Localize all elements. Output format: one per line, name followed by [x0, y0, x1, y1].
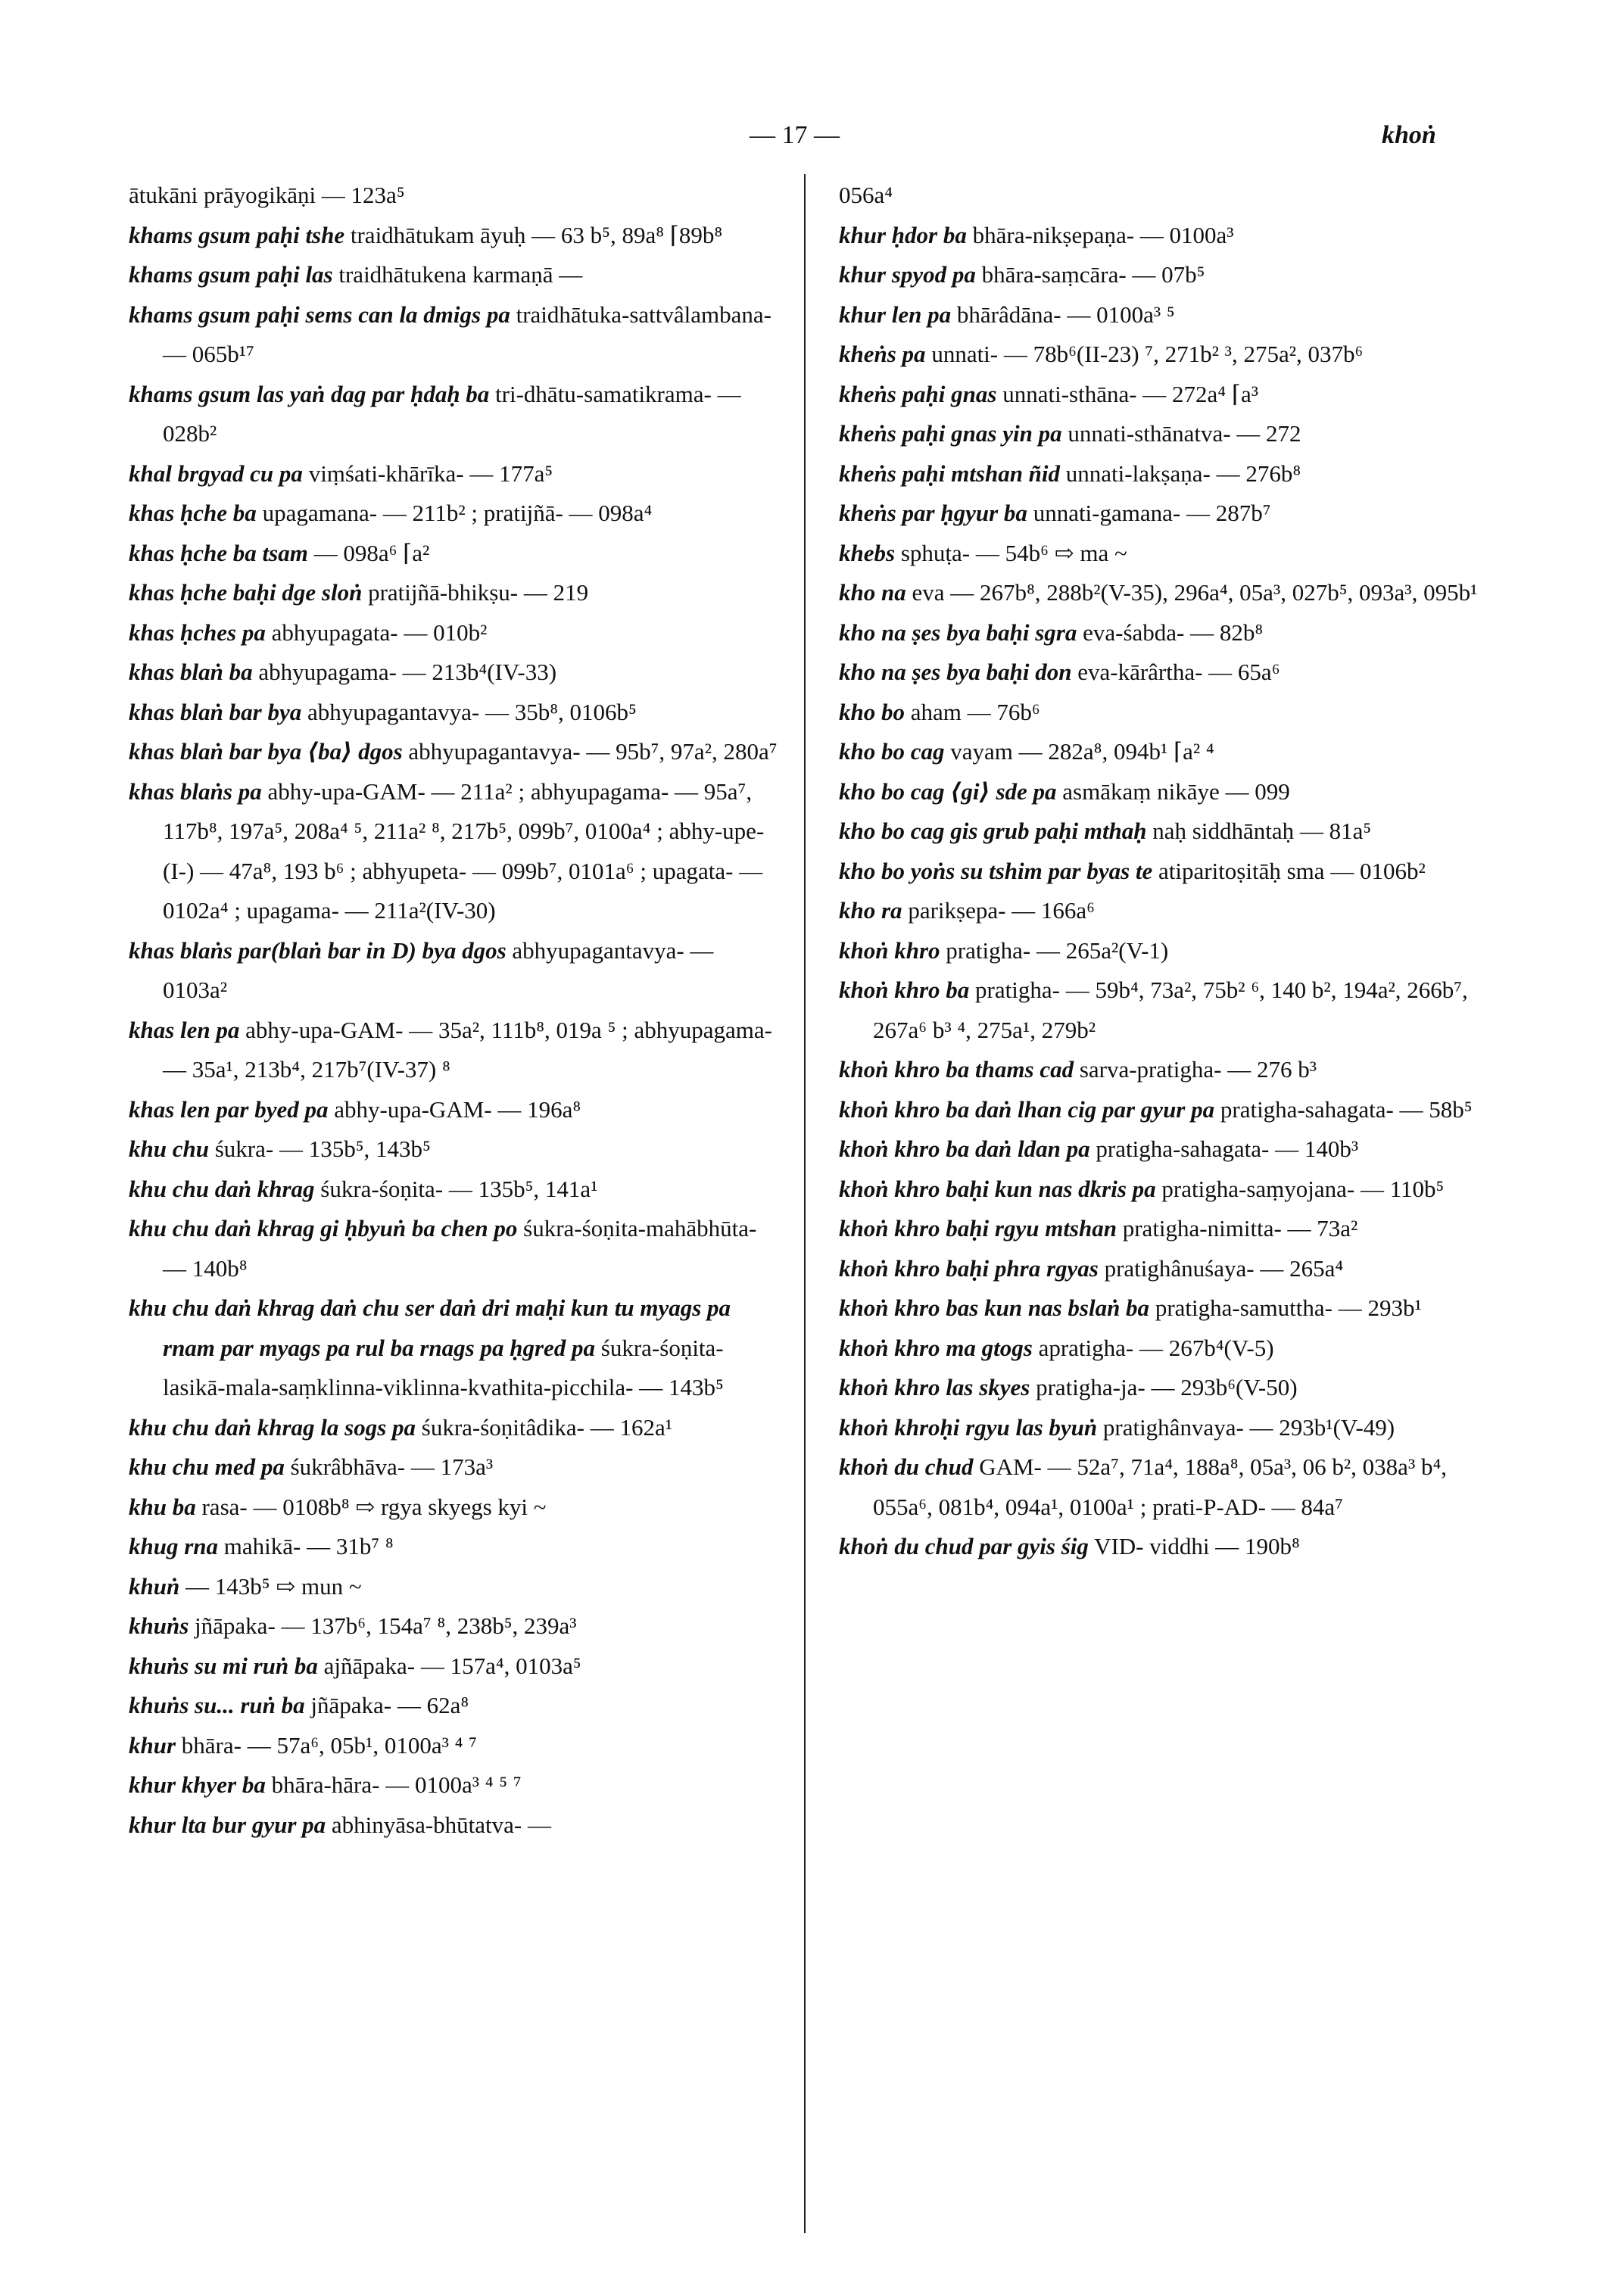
- entry-headword: khal brgyad cu pa: [129, 460, 303, 487]
- entry-headword: kheṅs par ḥgyur ba: [839, 500, 1027, 526]
- entry-headword: kho bo: [839, 698, 905, 725]
- entry-definition: pratigha-ja- — 293b⁶(V-50): [1030, 1374, 1298, 1400]
- entry-headword: khu chu daṅ khrag daṅ chu ser daṅ dri maḥi kun tu myags pa rnam par myags pa rul ba rnags pa ḥgred pa: [129, 1294, 731, 1361]
- entry-definition: traidhātukam āyuḥ — 63 b⁵, 89a⁸ ⌈89b⁸: [344, 221, 723, 248]
- dictionary-entry: [129, 1488, 780, 1528]
- entry-headword: khu chu med pa: [129, 1453, 285, 1480]
- entry-headword: kho na: [839, 579, 906, 606]
- entry-definition: unnati-sthāna- — 272a⁴ ⌈a³: [996, 380, 1259, 407]
- dictionary-entry: [839, 1408, 1490, 1448]
- dictionary-entry: [839, 1129, 1490, 1170]
- entry-definition: mahikā- — 31b⁷ ⁸: [218, 1533, 394, 1559]
- entry-headword: khas blaṅ bar bya ⟨ba⟩ dgos: [129, 738, 403, 765]
- dictionary-entry: [129, 613, 780, 653]
- dictionary-entry: [839, 295, 1490, 335]
- entry-headword: khas blaṅs pa: [129, 777, 262, 805]
- entry-headword: kheṅs paḥi gnas: [839, 380, 997, 407]
- entry-definition: 056a⁴: [839, 182, 893, 208]
- entry-headword: khas blaṅ ba: [129, 659, 253, 685]
- entry-definition: upagamana- — 211b² ; pratijñā- — 098a⁴: [256, 500, 653, 526]
- entry-headword: khoṅ khro las skyes: [839, 1374, 1030, 1400]
- dictionary-entry: [129, 216, 780, 256]
- dictionary-entry: [839, 414, 1490, 454]
- dictionary-entry: [839, 852, 1490, 892]
- left-column: [129, 176, 780, 1845]
- entry-definition: śukrâbhāva- — 173a³: [284, 1453, 494, 1480]
- dictionary-entry: [129, 255, 780, 295]
- entry-definition: abhyupagama- — 213b⁴(IV-33): [252, 659, 557, 685]
- entry-definition: śukra-śoṇitâdika- — 162a¹: [416, 1413, 673, 1441]
- entry-headword: khuṅs su... ruṅ ba: [129, 1692, 305, 1718]
- dictionary-entry: [839, 1447, 1490, 1527]
- entry-definition: bhāra-nikṣepaṇa- — 0100a³: [966, 221, 1234, 248]
- entry-headword: kho bo cag gis grub paḥi mthaḥ: [839, 818, 1147, 844]
- dictionary-entry: [129, 454, 780, 494]
- entry-headword: kho ra: [839, 897, 902, 924]
- dictionary-entry: [839, 1170, 1490, 1210]
- dictionary-entry: [129, 1090, 780, 1130]
- entry-headword: khuṅs: [129, 1612, 189, 1639]
- entry-headword: kheṅs paḥi gnas yin pa: [839, 420, 1062, 447]
- dictionary-entry: [129, 1726, 780, 1766]
- entry-headword: kho bo cag ⟨gi⟩ sde pa: [839, 777, 1057, 805]
- entry-definition: vayam — 282a⁸, 094b¹ ⌈a² ⁴: [944, 738, 1214, 765]
- entry-definition: śukra-śoṇita-lasikā-mala-saṃklinna-viklinna-kvathita-picchila- — 143b⁵: [163, 1334, 724, 1400]
- dictionary-entry: [129, 1288, 780, 1408]
- entry-definition: VID- viddhi — 190b⁸: [1088, 1533, 1300, 1559]
- dictionary-entry: [839, 931, 1490, 971]
- column-divider: [804, 174, 806, 2233]
- entry-definition: unnati-sthānatva- — 272: [1061, 420, 1301, 447]
- entry-definition: viṃśati-khārīka- — 177a⁵: [302, 460, 553, 487]
- entry-definition: abhy-upa-GAM- — 196a⁸: [328, 1095, 581, 1123]
- dictionary-entry: [839, 613, 1490, 653]
- entry-headword: khur spyod pa: [839, 261, 976, 288]
- page-number: — 17 —: [750, 121, 840, 149]
- dictionary-entry: [839, 216, 1490, 256]
- entry-headword: kho na ṣes bya baḥi don: [839, 659, 1072, 685]
- entry-headword: khu ba: [129, 1493, 196, 1520]
- entry-headword: khoṅ khro ba thams cad: [839, 1056, 1074, 1083]
- entry-definition: sarva-pratigha- — 276 b³: [1074, 1056, 1317, 1083]
- entry-headword: khur ḥdor ba: [839, 221, 967, 248]
- dictionary-entry: [839, 693, 1490, 733]
- entry-definition: atiparitoṣitāḥ sma — 0106b²: [1152, 857, 1426, 884]
- entry-headword: khams gsum paḥi las: [129, 261, 333, 288]
- entry-headword: khebs: [839, 539, 896, 566]
- dictionary-entry: [129, 1408, 780, 1448]
- entry-headword: khas ḥche baḥi dge sloṅ: [129, 579, 363, 606]
- entry-definition: eva — 267b⁸, 288b²(V-35), 296a⁴, 05a³, 027b⁵, 093a³, 095b¹: [906, 579, 1478, 606]
- entry-definition: pratijñā-bhikṣu- — 219: [362, 579, 589, 606]
- entry-headword: khams gsum paḥi tshe: [129, 221, 345, 248]
- entry-headword: khoṅ khro ma gtogs: [839, 1334, 1033, 1361]
- entry-definition: pratighânuśaya- — 265a⁴: [1098, 1254, 1344, 1282]
- entry-headword: khuṅ: [129, 1572, 180, 1600]
- dictionary-entry: [129, 772, 780, 931]
- dictionary-entry: [129, 1805, 780, 1846]
- dictionary-entry: [129, 1606, 780, 1647]
- entry-headword: khoṅ du chud par gyis śig: [839, 1533, 1089, 1559]
- entry-definition: abhy-upa-GAM- — 211a² ; abhyupagama- — 95a⁷, 117b⁸, 197a⁵, 208a⁴ ⁵, 211a² ⁸, 217b⁵, 099b⁷, 0100a⁴ ; abhy-upe-(I-) — 47a⁸, 193 b⁶ ; abhyupeta- — 099b⁷, 0101a⁶ ; upagata- — 0102a⁴ ; upagama- — 211a²(IV-30): [163, 777, 765, 924]
- dictionary-entry: [839, 812, 1490, 852]
- entry-headword: khoṅ khroḥi rgyu las byuṅ: [839, 1413, 1098, 1441]
- entry-definition: GAM- — 52a⁷, 71a⁴, 188a⁸, 05a³, 06 b², 038a³ b⁴, 055a⁶, 081b⁴, 094a¹, 0100a¹ ; prati-P-AD- — 84a⁷: [873, 1453, 1448, 1520]
- dictionary-entry: [839, 494, 1490, 534]
- dictionary-entry: [129, 1129, 780, 1170]
- entry-headword: kheṅs pa: [839, 341, 926, 367]
- entry-definition: jñāpaka- — 62a⁸: [304, 1692, 469, 1718]
- entry-headword: khuṅs su mi ruṅ ba: [129, 1652, 318, 1679]
- dictionary-entry: [839, 1090, 1490, 1130]
- entry-definition: rasa- — 0108b⁸ ⇨ rgya skyegs kyi ~: [195, 1493, 547, 1520]
- entry-definition: bhārâdāna- — 0100a³ ⁵: [951, 301, 1175, 328]
- dictionary-entry: [839, 375, 1490, 415]
- dictionary-entry: [839, 891, 1490, 931]
- entry-headword: khur khyer ba: [129, 1771, 266, 1798]
- entry-headword: khur lta bur gyur pa: [129, 1811, 326, 1838]
- entry-definition: pratigha-samuttha- — 293b¹: [1149, 1294, 1422, 1321]
- dictionary-entry: [129, 375, 780, 454]
- entry-definition: ajñāpaka- — 157a⁴, 0103a⁵: [317, 1652, 581, 1679]
- entry-definition: aham — 76b⁶: [905, 698, 1040, 725]
- entry-definition: jñāpaka- — 137b⁶, 154a⁷ ⁸, 238b⁵, 239a³: [189, 1612, 577, 1639]
- entry-headword: kho bo yoṅs su tshim par byas te: [839, 857, 1153, 884]
- dictionary-entry: [839, 534, 1490, 574]
- dictionary-entry: [129, 1686, 780, 1726]
- entry-definition: pratigha- — 59b⁴, 73a², 75b² ⁶, 140 b², 194a², 266b⁷, 267a⁶ b³ ⁴, 275a¹, 279b²: [873, 977, 1468, 1043]
- entry-headword: khur len pa: [839, 301, 952, 328]
- entry-definition: traidhātukena karmaṇā —: [332, 261, 583, 288]
- entry-definition: eva-kārârtha- — 65a⁶: [1071, 659, 1280, 685]
- entry-definition: abhyupagantavya- — 35b⁸, 0106b⁵: [301, 698, 637, 725]
- entry-headword: khas len pa: [129, 1016, 240, 1043]
- entry-definition: pratigha-sahagata- — 140b³: [1089, 1136, 1359, 1162]
- dictionary-entry: [129, 573, 780, 613]
- entry-definition: tri-dhātu-samatikrama- — 028b²: [163, 380, 741, 447]
- entry-definition: pratigha-sahagata- — 58b⁵: [1214, 1095, 1473, 1123]
- entry-headword: khas blaṅ bar bya: [129, 698, 302, 725]
- entry-definition: bhāra- — 57a⁶, 05b¹, 0100a³ ⁴ ⁷: [176, 1731, 477, 1759]
- entry-headword: khams gsum paḥi sems can la dmigs pa: [129, 301, 510, 328]
- entry-headword: kheṅs paḥi mtshan ñid: [839, 460, 1061, 487]
- dictionary-entry: [129, 693, 780, 733]
- entry-headword: khoṅ khro baḥi kun nas dkris pa: [839, 1175, 1156, 1202]
- dictionary-entry: [129, 295, 780, 375]
- entry-headword: khas blaṅs par(blaṅ bar in D) bya dgos: [129, 936, 507, 964]
- dictionary-entry: [839, 1050, 1490, 1090]
- entry-headword: khu chu daṅ khrag: [129, 1175, 315, 1202]
- entry-definition: bhāra-saṃcāra- — 07b⁵: [975, 261, 1205, 288]
- dictionary-entry: [839, 970, 1490, 1050]
- dictionary-entry: [129, 1011, 780, 1090]
- entry-definition: ātukāni prāyogikāṇi — 123a⁵: [129, 182, 405, 208]
- dictionary-entry: [129, 1647, 780, 1687]
- entry-headword: khoṅ khro baḥi phra rgyas: [839, 1254, 1099, 1282]
- entry-definition: — 098a⁶ ⌈a²: [307, 539, 430, 566]
- right-column: [839, 176, 1490, 1567]
- entry-headword: khoṅ khro ba: [839, 977, 970, 1003]
- entry-headword: khoṅ khro ba daṅ lhan cig par gyur pa: [839, 1095, 1215, 1123]
- entry-definition: śukra-śoṇita- — 135b⁵, 141a¹: [314, 1175, 598, 1202]
- running-head: khoṅ: [1382, 121, 1436, 149]
- entry-headword: khur: [129, 1731, 176, 1759]
- dictionary-entry: [129, 1567, 780, 1607]
- entry-headword: khams gsum las yaṅ dag par ḥdaḥ ba: [129, 380, 490, 407]
- entry-definition: asmākaṃ nikāye — 099: [1056, 777, 1290, 805]
- dictionary-entry: [129, 1170, 780, 1210]
- entry-headword: khoṅ du chud: [839, 1453, 974, 1480]
- entry-definition: traidhātuka-sattvâlambana- — 065b¹⁷: [163, 301, 771, 367]
- dictionary-entry: [129, 534, 780, 574]
- dictionary-entry: [129, 732, 780, 772]
- entry-definition: unnati-lakṣaṇa- — 276b⁸: [1060, 460, 1301, 487]
- entry-definition: bhāra-hāra- — 0100a³ ⁴ ⁵ ⁷: [265, 1771, 522, 1798]
- entry-headword: khu chu daṅ khrag la sogs pa: [129, 1413, 416, 1441]
- dictionary-entry: [839, 176, 1490, 216]
- dictionary-entry: [129, 1447, 780, 1488]
- dictionary-entry: [129, 1765, 780, 1805]
- dictionary-entry: [129, 494, 780, 534]
- page-header: [0, 121, 1624, 159]
- entry-headword: kho bo cag: [839, 738, 945, 765]
- entry-headword: khas ḥche ba tsam: [129, 539, 308, 566]
- entry-definition: eva-śabda- — 82b⁸: [1077, 618, 1264, 646]
- entry-definition: sphuṭa- — 54b⁶ ⇨ ma ~: [895, 539, 1127, 566]
- entry-headword: khu chu daṅ khrag gi ḥbyuṅ ba chen po: [129, 1215, 518, 1242]
- entry-definition: abhinyāsa-bhūtatva- —: [326, 1811, 551, 1838]
- entry-definition: parikṣepa- — 166a⁶: [902, 897, 1095, 924]
- entry-definition: pratighânvaya- — 293b¹(V-49): [1097, 1413, 1395, 1441]
- dictionary-entry: [839, 1209, 1490, 1249]
- entry-headword: khoṅ khro bas kun nas bslaṅ ba: [839, 1294, 1150, 1321]
- entry-headword: khas ḥche ba: [129, 500, 257, 526]
- entry-headword: khoṅ khro: [839, 936, 940, 964]
- dictionary-entry: [839, 1368, 1490, 1408]
- dictionary-entry: [129, 653, 780, 693]
- entry-headword: khas len par byed pa: [129, 1095, 329, 1123]
- entry-definition: śukra-śoṇita-mahābhūta- — 140b⁸: [163, 1215, 757, 1282]
- dictionary-entry: [839, 1527, 1490, 1567]
- entry-headword: khu chu: [129, 1136, 209, 1162]
- entry-headword: khas ḥches pa: [129, 618, 266, 646]
- entry-headword: kho na ṣes bya baḥi sgra: [839, 618, 1077, 646]
- dictionary-entry: [839, 573, 1490, 613]
- dictionary-entry: [839, 335, 1490, 375]
- entry-headword: khug rna: [129, 1533, 219, 1559]
- dictionary-entry: [839, 1249, 1490, 1289]
- entry-headword: khoṅ khro baḥi rgyu mtshan: [839, 1215, 1117, 1242]
- entry-definition: unnati-gamana- — 287b⁷: [1027, 500, 1271, 526]
- dictionary-entry: [839, 1329, 1490, 1369]
- dictionary-entry: [839, 732, 1490, 772]
- entry-definition: pratigha-nimitta- — 73a²: [1116, 1215, 1358, 1242]
- dictionary-entry: [839, 1288, 1490, 1329]
- dictionary-entry: [129, 176, 780, 216]
- dictionary-entry: [839, 454, 1490, 494]
- entry-definition: abhyupagata- — 010b²: [265, 618, 488, 646]
- dictionary-entry: [129, 1209, 780, 1288]
- entry-definition: pratigha- — 265a²(V-1): [940, 936, 1169, 964]
- entry-definition: śukra- — 135b⁵, 143b⁵: [208, 1136, 431, 1162]
- dictionary-entry: [839, 653, 1490, 693]
- entry-definition: naḥ siddhāntaḥ — 81a⁵: [1146, 818, 1372, 844]
- dictionary-entry: [129, 1527, 780, 1567]
- dictionary-entry: [839, 255, 1490, 295]
- entry-definition: abhyupagantavya- — 0103a²: [163, 936, 714, 1003]
- entry-definition: unnati- — 78b⁶(II-23) ⁷, 271b² ³, 275a², 037b⁶: [925, 341, 1364, 367]
- entry-definition: pratigha-saṃyojana- — 110b⁵: [1155, 1175, 1445, 1202]
- entry-headword: khoṅ khro ba daṅ ldan pa: [839, 1136, 1090, 1162]
- entry-definition: — 143b⁵ ⇨ mun ~: [179, 1572, 362, 1600]
- dictionary-entry: [839, 772, 1490, 812]
- entry-definition: abhy-upa-GAM- — 35a², 111b⁸, 019a ⁵ ; abhyupagama- — 35a¹, 213b⁴, 217b⁷(IV-37) ⁸: [163, 1016, 772, 1083]
- entry-definition: apratigha- — 267b⁴(V-5): [1032, 1334, 1274, 1361]
- entry-definition: abhyupagantavya- — 95b⁷, 97a², 280a⁷: [402, 738, 778, 765]
- dictionary-entry: [129, 931, 780, 1011]
